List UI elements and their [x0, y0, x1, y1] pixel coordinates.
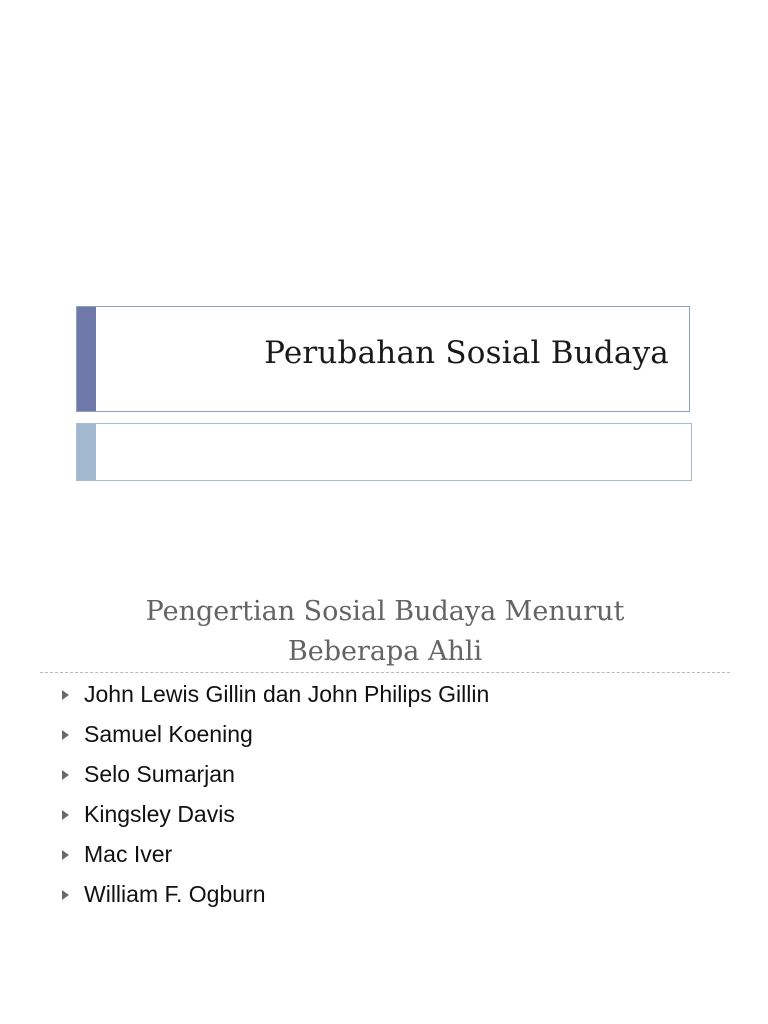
list-item: [58, 678, 489, 718]
triangle-right-icon: [62, 850, 69, 860]
list-item-text: William F. Ogburn: [84, 881, 266, 907]
triangle-right-icon: [62, 770, 69, 780]
title-divider: [40, 672, 730, 673]
list-item: [58, 718, 489, 758]
slide-2: [0, 560, 768, 1024]
expert-list: [58, 678, 489, 918]
slide-2-title-line-2: Beberapa Ahli: [287, 636, 483, 667]
slide-2-title: [40, 592, 730, 672]
list-item: [58, 758, 489, 798]
list-item: [58, 798, 489, 838]
title-accent-bar: [77, 307, 96, 411]
list-item-text: Mac Iver: [84, 841, 173, 867]
list-item: [58, 838, 489, 878]
list-item-text: John Lewis Gillin dan John Philips Gillin: [84, 681, 490, 707]
slide-title: Perubahan Sosial Budaya: [264, 335, 669, 371]
slide-2-title-line-1: Pengertian Sosial Budaya Menurut: [145, 596, 625, 627]
subtitle-box: [76, 423, 692, 481]
triangle-right-icon: [62, 890, 69, 900]
subtitle-accent-bar: [77, 424, 96, 480]
triangle-right-icon: [62, 690, 69, 700]
list-item-text: Kingsley Davis: [84, 801, 235, 827]
title-box: [76, 306, 690, 412]
list-item-text: Selo Sumarjan: [84, 761, 235, 787]
list-item: [58, 878, 489, 918]
triangle-right-icon: [62, 730, 69, 740]
triangle-right-icon: [62, 810, 69, 820]
list-item-text: Samuel Koening: [84, 721, 253, 747]
